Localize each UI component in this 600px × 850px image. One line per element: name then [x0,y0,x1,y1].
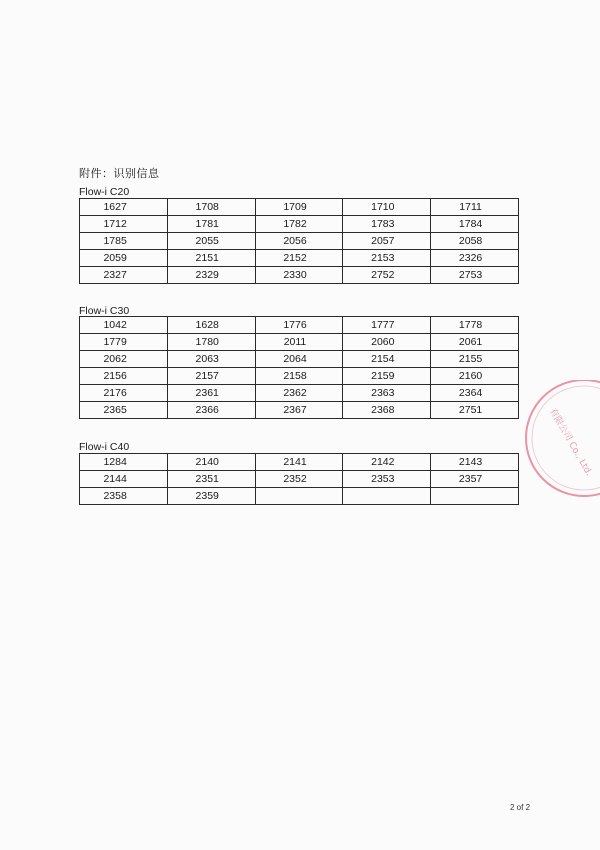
table-row [80,233,519,250]
company-seal [512,380,600,505]
table-cell: 1711 [431,199,519,216]
table-cell: 1782 [255,216,343,233]
table-row [80,454,519,471]
table-row [80,385,519,402]
table-cell: 2060 [343,334,431,351]
table-cell: 2153 [343,250,431,267]
table-cell: 2056 [255,233,343,250]
table-cell: 2366 [167,402,255,419]
table-cell: 2327 [80,267,168,284]
table-cell: 1778 [431,317,519,334]
table-cell: 1783 [343,216,431,233]
table-cell: 2058 [431,233,519,250]
table-cell: 2329 [167,267,255,284]
table-cell: 2176 [80,385,168,402]
table-cell: 2154 [343,351,431,368]
table-cell: 2062 [80,351,168,368]
table-cell: 2061 [431,334,519,351]
table-cell: 2142 [343,454,431,471]
section-title-c40: Flow-i C40 [79,441,130,453]
table-row [80,471,519,488]
table-cell: 1779 [80,334,168,351]
table-row [80,199,519,216]
table-row [80,216,519,233]
table-c30 [79,316,519,419]
table-cell: 1785 [80,233,168,250]
table-cell: 2367 [255,402,343,419]
table-cell: 2059 [80,250,168,267]
table-cell: 1776 [255,317,343,334]
table-row [80,250,519,267]
table-row [80,317,519,334]
table-cell: 2359 [167,488,255,505]
table-cell: 2157 [167,368,255,385]
table-cell [431,488,519,505]
table-cell: 2351 [167,471,255,488]
table-cell: 2057 [343,233,431,250]
table-cell: 2152 [255,250,343,267]
table-cell: 2141 [255,454,343,471]
table-cell: 1781 [167,216,255,233]
table-cell: 2159 [343,368,431,385]
table-cell [255,488,343,505]
table-row [80,402,519,419]
table-cell: 2160 [431,368,519,385]
page-number: 2 of 2 [510,803,531,812]
table-row [80,267,519,284]
table-cell: 2330 [255,267,343,284]
table-cell: 2357 [431,471,519,488]
table-cell: 2326 [431,250,519,267]
table-cell: 2011 [255,334,343,351]
table-cell: 2752 [343,267,431,284]
table-cell: 2365 [80,402,168,419]
table-cell: 2751 [431,402,519,419]
table-cell: 1780 [167,334,255,351]
table-cell: 2064 [255,351,343,368]
table-cell: 2143 [431,454,519,471]
table-cell: 2364 [431,385,519,402]
table-cell: 2144 [80,471,168,488]
table-cell: 2358 [80,488,168,505]
table-cell: 2368 [343,402,431,419]
table-row [80,351,519,368]
table-cell: 2753 [431,267,519,284]
table-cell: 2151 [167,250,255,267]
table-cell: 2352 [255,471,343,488]
section-title-c30: Flow-i C30 [79,305,130,317]
table-cell: 2363 [343,385,431,402]
table-cell: 1777 [343,317,431,334]
table-cell: 2063 [167,351,255,368]
table-row [80,334,519,351]
table-cell: 1784 [431,216,519,233]
table-cell: 1628 [167,317,255,334]
table-cell: 1709 [255,199,343,216]
attachment-heading: 附件：识别信息 [79,167,160,180]
table-row [80,368,519,385]
table-cell: 2156 [80,368,168,385]
table-c20 [79,198,519,284]
table-cell: 2158 [255,368,343,385]
table-cell: 2353 [343,471,431,488]
table-cell: 2055 [167,233,255,250]
table-cell: 2140 [167,454,255,471]
table-cell: 2361 [167,385,255,402]
table-c40 [79,453,519,505]
table-row [80,488,519,505]
table-cell: 2362 [255,385,343,402]
table-cell: 1710 [343,199,431,216]
section-title-c20: Flow-i C20 [79,186,130,198]
table-cell [343,488,431,505]
table-cell: 1712 [80,216,168,233]
table-cell: 1284 [80,454,168,471]
seal-text: 有限公司 Co., Ltd. [546,406,594,478]
table-cell: 2155 [431,351,519,368]
table-cell: 1627 [80,199,168,216]
table-cell: 1042 [80,317,168,334]
table-cell: 1708 [167,199,255,216]
